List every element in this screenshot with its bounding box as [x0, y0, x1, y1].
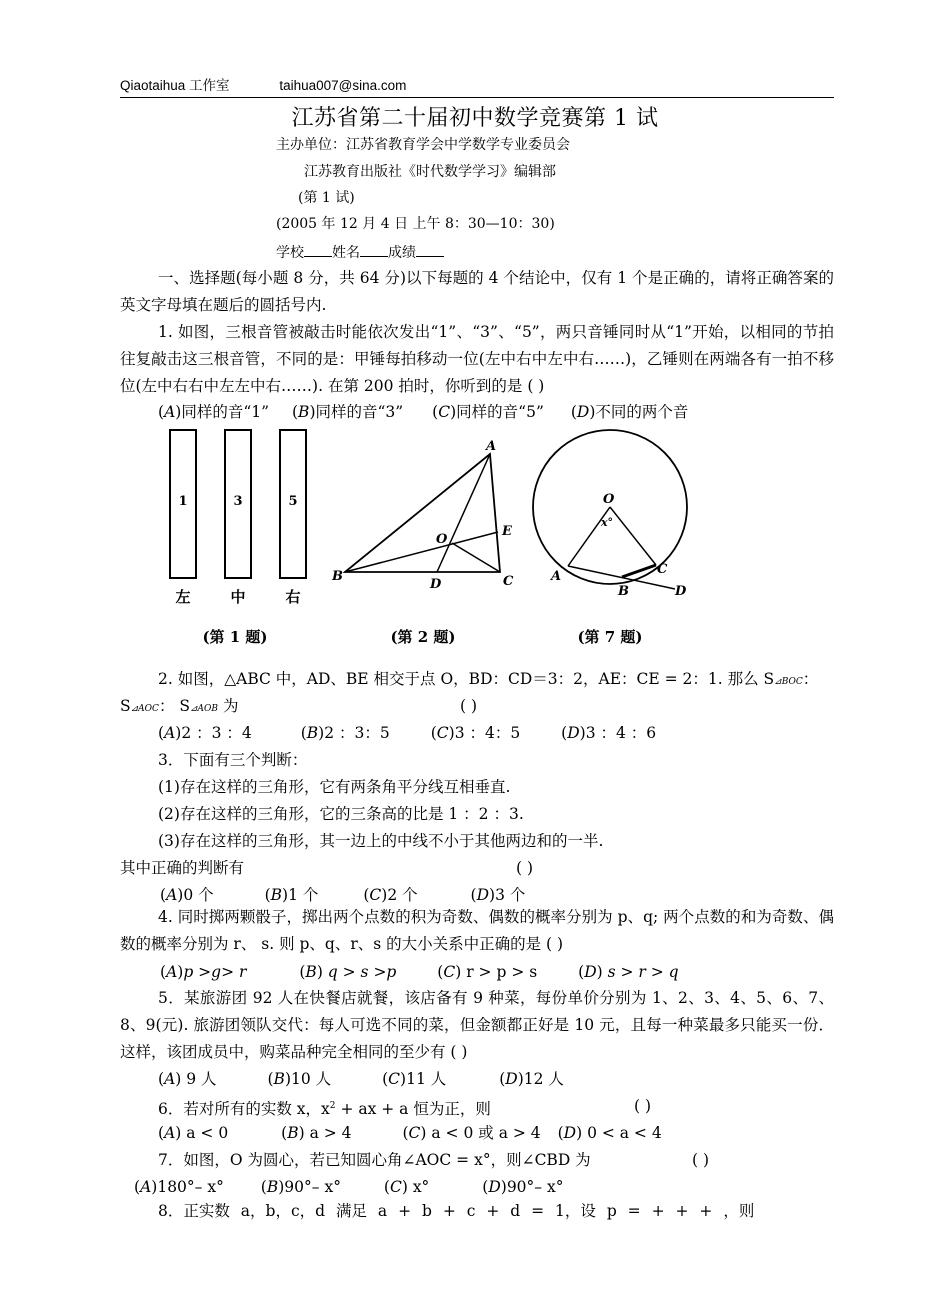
- position-right: 右: [285, 588, 301, 606]
- student-info: [276, 242, 444, 263]
- question-5: 5．某旅游团 92 人在快餐店就餐，该店备有 9 种菜，每份单价分别为 1、2、3、4、5、6、7、8、9(元). 旅游团领队交代：每人可选不同的菜，但金额都正好是 10 元，且每一种菜最多只能买一份．这样，该团成员中，购菜品种完全相同的至少有 ( ): [120, 989, 834, 1061]
- q3-ask: 其中正确的判断有 ( ): [120, 859, 534, 877]
- round-label: (第 1 试): [298, 190, 355, 206]
- q6-answer-paren: ( ): [634, 1097, 652, 1115]
- q4-option-a: (A)p >g> r: [160, 963, 247, 981]
- q2-option-b: (B)2 ：3：5: [300, 724, 390, 742]
- question-2-line1: 2. 如图，△ABC 中，AD、BE 相交于点 O，BD：CD＝3：2，AE：CE = 2：1. 那么 S⊿BOC：: [158, 670, 819, 688]
- point-c: C: [503, 574, 514, 589]
- q3-option-b: (B)1 个: [264, 886, 319, 904]
- q7-option-b: (B)90°– x°: [260, 1178, 341, 1196]
- name-label: 姓名: [332, 245, 360, 261]
- q1-option-d: (D)不同的两个音: [570, 403, 689, 421]
- figure-1-caption: (第 1 题): [202, 628, 268, 646]
- q1-option-a: (A)同样的音“1”: [158, 403, 270, 421]
- q2-option-a: (A)2 ：3 ：4: [158, 724, 252, 742]
- header-studio: Qiaotaihua 工作室: [120, 78, 230, 93]
- point-a-circle: A: [551, 569, 562, 584]
- q5-option-a: (A) 9 人: [158, 1070, 217, 1088]
- q4-option-c: (C) r > p > s: [437, 963, 538, 981]
- q3-statement-1: (1)存在这样的三角形，它有两条角平分线互相垂直.: [158, 778, 511, 796]
- point-b: B: [332, 569, 343, 584]
- q5-option-c: (C)11 人: [382, 1070, 447, 1088]
- q5-options: [158, 1069, 564, 1089]
- q2-answer-paren: ( ): [460, 697, 478, 715]
- figure-7-caption: (第 7 题): [577, 628, 643, 646]
- q6-option-a: (A) a < 0: [158, 1124, 229, 1142]
- q3-answer-paren: ( ): [516, 859, 534, 877]
- point-e: E: [502, 524, 512, 539]
- position-middle: 中: [230, 588, 246, 606]
- q2-option-c: (C)3 ：4：5: [430, 724, 521, 742]
- figure-2-caption: (第 2 题): [390, 628, 456, 646]
- q4-option-b: (B) q > s >p: [299, 963, 397, 981]
- q3-statement-2: (2)存在这样的三角形，它的三条高的比是 1 ：2 ：3.: [158, 805, 524, 823]
- q6-option-d: (D) 0 < a < 4: [557, 1124, 662, 1142]
- exam-date: (2005 年 12 月 4 日 上午 8：30—10：30): [276, 216, 555, 232]
- school-blank[interactable]: [304, 242, 332, 257]
- q3-option-c: (C)2 个: [363, 886, 418, 904]
- header-email: taihua007@sina.com: [279, 78, 407, 93]
- q7-options: [134, 1177, 563, 1197]
- q7-option-d: (D)90°– x°: [482, 1178, 564, 1196]
- q6-option-c: (C) a < 0 或 a > 4: [402, 1124, 541, 1142]
- point-d: D: [430, 577, 442, 592]
- name-blank[interactable]: [360, 242, 388, 257]
- q3-option-a: (A)0 个: [160, 886, 214, 904]
- figure-7-circle: [533, 430, 687, 646]
- point-d-circle: D: [675, 584, 687, 599]
- q1-options: [158, 402, 688, 422]
- q6-option-b: (B) a > 4: [281, 1124, 352, 1142]
- q3-option-d: (D)3 个: [470, 886, 526, 904]
- point-a: A: [486, 439, 497, 454]
- q4-options: [160, 962, 679, 982]
- q1-option-b: (B)同样的音“3”: [291, 403, 404, 421]
- point-b-circle: B: [618, 584, 629, 599]
- question-7: 7．如图，O 为圆心，若已知圆心角∠AOC = x°，则∠CBD 为 ( ): [158, 1151, 710, 1169]
- point-c-circle: C: [657, 562, 668, 577]
- question-4: 4. 同时掷两颗骰子，掷出两个点数的积为奇数、偶数的概率分别为 p、q; 两个点数的和为奇数、偶数的概率分别为 r、 s. 则 p、q、r、s 的大小关系中正确的是 ( ): [120, 908, 834, 953]
- school-label: 学校: [276, 245, 304, 261]
- tube-label-3: 3: [233, 494, 243, 509]
- q3-statement-3: (3)存在这样的三角形，其一边上的中线不小于其他两边和的一半.: [158, 832, 604, 850]
- q5-option-d: (D)12 人: [499, 1070, 564, 1088]
- figure-2-triangle: [331, 439, 514, 646]
- q7-option-c: (C) x°: [383, 1178, 430, 1196]
- q3-options: [160, 885, 525, 905]
- question-6: 6．若对所有的实数 x，$x^2$ + ax + a 恒为正，则 ( ): [158, 1097, 652, 1119]
- organizer-line2: 江苏教育出版社《时代数学学习》编辑部: [304, 164, 556, 180]
- question-2-line2: S⊿AOC： S⊿AOB 为 ( ): [120, 697, 478, 715]
- question-1: 1. 如图，三根音管被敲击时能依次发出“1”、“3”、“5”，两只音锤同时从“1”开始，以相同的节拍往复敲击这三根音管，不同的是：甲锤每拍移动一位(左中右中左中右……)，乙锤则在两端各有一拍不移位(左中右右中左左中右……). 在第 200 拍时，你听到的是 ( ): [120, 323, 834, 395]
- section-1-intro: 一、选择题(每小题 8 分，共 64 分)以下每题的 4 个结论中，仅有 1 个是正确的，请将正确答案的英文字母填在题后的圆括号内.: [120, 269, 834, 314]
- page-header: [120, 74, 834, 98]
- q1-option-c: (C)同样的音“5”: [432, 403, 544, 421]
- tube-label-5: 5: [288, 494, 298, 509]
- q2-options: [158, 723, 656, 743]
- page-title: 江苏省第二十届初中数学竞赛第 1 试: [291, 106, 659, 131]
- question-3-stem: 3．下面有三个判断：: [158, 751, 308, 769]
- point-o-circle: O: [603, 492, 615, 507]
- tube-label-1: 1: [178, 494, 188, 509]
- score-blank[interactable]: [416, 242, 444, 257]
- figure-1-tubes: [170, 430, 306, 646]
- q7-answer-paren: ( ): [692, 1151, 710, 1169]
- organizer-line1: 主办单位：江苏省教育学会中学数学专业委员会: [276, 137, 570, 153]
- figures: [160, 425, 720, 655]
- q2-option-d: (D)3 ：4 ：6: [561, 724, 657, 742]
- angle-label: x°: [601, 516, 614, 529]
- position-left: 左: [175, 588, 191, 606]
- q5-option-b: (B)10 人: [267, 1070, 332, 1088]
- point-o: O: [436, 532, 448, 547]
- q7-option-a: (A)180°– x°: [134, 1178, 224, 1196]
- q6-options: [158, 1123, 662, 1143]
- question-8: 8．正实数 a，b，c，d 满足 a + b + c + d = 1，设 p = + + + ，则: [158, 1202, 755, 1220]
- q4-option-d: (D) s > r > q: [578, 963, 679, 981]
- score-label: 成绩: [388, 245, 416, 261]
